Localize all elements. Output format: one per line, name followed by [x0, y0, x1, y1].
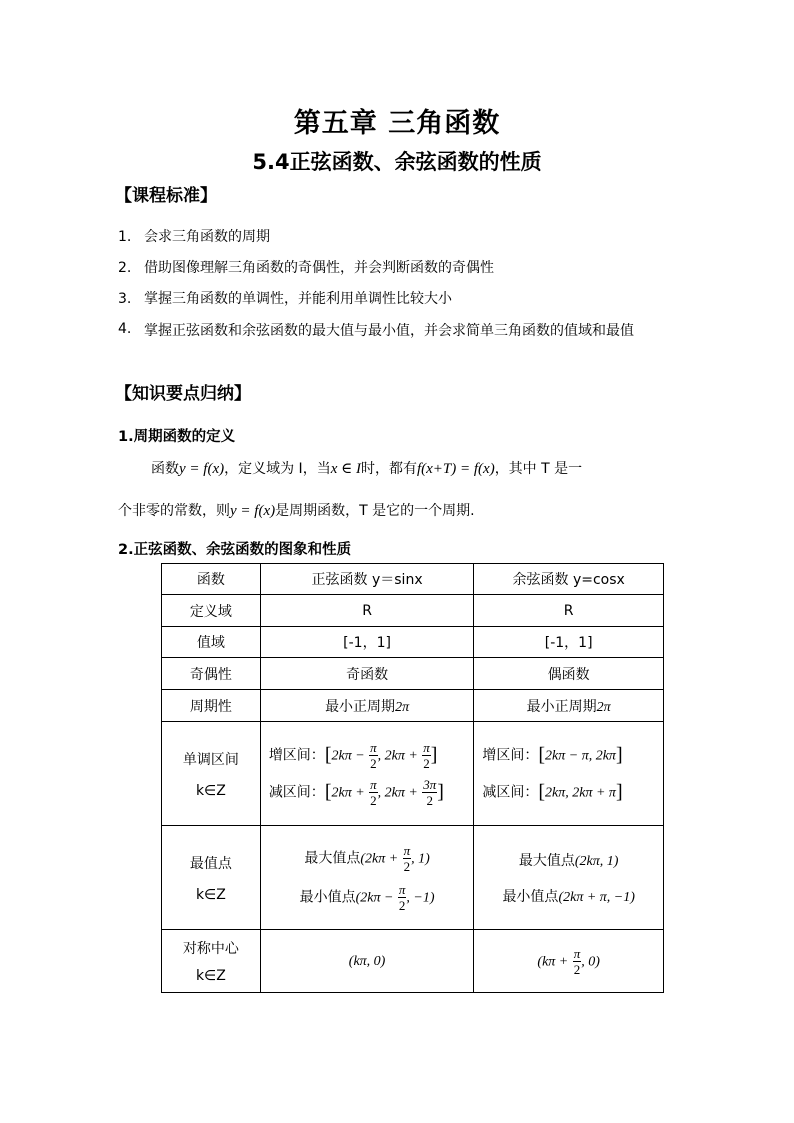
cos-max-point: 最大值点(2kπ, 1): [518, 852, 619, 869]
table-row: [162, 722, 664, 826]
table-cell: 奇偶性: [162, 658, 261, 690]
graph-properties-title: 2.正弦函数、余弦函数的图象和性质: [118, 542, 352, 558]
table-cell: 周期性: [162, 690, 261, 722]
table-row: [162, 564, 664, 595]
table-cell: 函数: [162, 564, 261, 595]
sin-min-point: 最小值点(2kπ − $\frac{\pi}{2}$ , −1): [299, 881, 435, 913]
list-item: 2. 借助图像理解三角函数的奇偶性，并会判断函数的奇偶性: [118, 260, 494, 276]
table-cell: 最小正周期2π: [260, 690, 474, 722]
cos-min-point: 最小值点(2kπ + π, −1): [502, 888, 635, 905]
table-cell: [260, 722, 474, 826]
course-standard-list: [118, 222, 688, 345]
table-row: [162, 658, 664, 690]
table-row: [162, 627, 664, 658]
periodic-def-paragraph: 函数y = f(x)，定义域为 I，当x ∈ I时，都有f(x+T) = f(x)，其中 T 是一: [151, 461, 583, 477]
table-cell: [-1，1]: [474, 627, 664, 658]
table-cell: 正弦函数 y＝sinx: [260, 564, 474, 595]
chapter-title: 第五章 三角函数: [293, 108, 501, 139]
periodic-def-title: 1.周期函数的定义: [118, 429, 236, 445]
table-cell: [260, 826, 474, 930]
table-row: [162, 930, 664, 993]
table-cell: 奇函数: [260, 658, 474, 690]
table-cell: R: [260, 595, 474, 627]
list-item: 4. 掌握正弦函数和余弦函数的最大值与最小值，并会求简单三角函数的值域和最值: [118, 321, 634, 339]
table-cell: 偶函数: [474, 658, 664, 690]
periodic-def-paragraph-cont: 个非零的常数，则y = f(x)是周期函数，T 是它的一个周期.: [118, 503, 475, 519]
course-standard-heading: 【课程标准】: [115, 186, 217, 206]
sin-increasing-interval: 增区间：[2kπ − $\frac{\pi}{2}$ , 2kπ + $\frac{\pi}{2}$ ]: [268, 739, 438, 771]
table-cell: 最值点 k∈Z: [162, 826, 261, 930]
table-row: [162, 826, 664, 930]
table-cell: (kπ + $\frac{\pi}{2}$ , 0): [474, 930, 664, 993]
list-item: 1. 会求三角函数的周期: [118, 229, 270, 245]
sin-max-point: 最大值点(2kπ + $\frac{\pi}{2}$ , 1): [304, 842, 430, 874]
table-row: [162, 595, 664, 627]
sin-decreasing-interval: 减区间：[2kπ + $\frac{\pi}{2}$ , 2kπ + $\frac{3\pi}{2}$ ]: [268, 776, 444, 808]
properties-table: [161, 563, 664, 993]
table-cell: 值域: [162, 627, 261, 658]
table-cell: (kπ, 0): [260, 930, 474, 993]
table-cell: 对称中心 k∈Z: [162, 930, 261, 993]
table-row: [162, 690, 664, 722]
section-title: 5.4正弦函数、余弦函数的性质: [252, 150, 542, 174]
table-cell: R: [474, 595, 664, 627]
table-cell: 最小正周期2π: [474, 690, 664, 722]
table-cell: [474, 826, 664, 930]
cos-increasing-interval: 增区间：[2kπ − π, 2kπ]: [482, 743, 623, 766]
cos-decreasing-interval: 减区间：[2kπ, 2kπ + π]: [482, 780, 623, 803]
table-cell: 余弦函数 y=cosx: [474, 564, 664, 595]
list-item: 3. 掌握三角函数的单调性，并能利用单调性比较大小: [118, 291, 452, 307]
table-cell: 单调区间 k∈Z: [162, 722, 261, 826]
table-cell: [474, 722, 664, 826]
table-cell: [-1，1]: [260, 627, 474, 658]
table-cell: 定义域: [162, 595, 261, 627]
knowledge-heading: 【知识要点归纳】: [115, 384, 251, 404]
